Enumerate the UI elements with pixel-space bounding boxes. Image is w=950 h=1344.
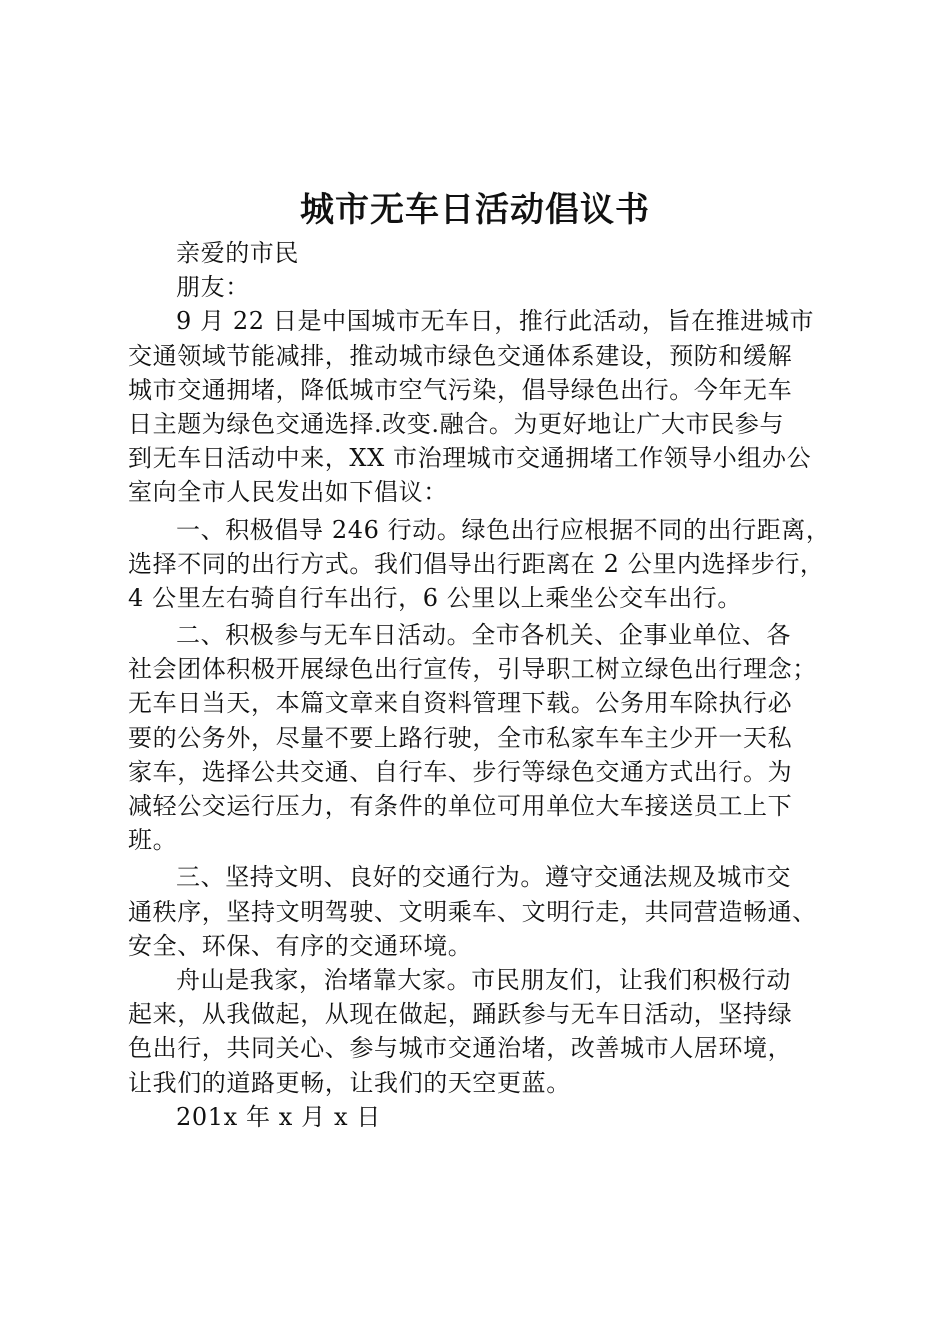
paragraph-line: 要的公务外，尽量不要上路行驶，全市私家车车主少开一天私 (128, 723, 793, 752)
paragraph-line: 社会团体积极开展绿色出行宣传，引导职工树立绿色出行理念； (128, 655, 817, 684)
paragraph-line: 9 月 22 日是中国城市无车日，推行此活动，旨在推进城市 (176, 307, 815, 336)
document-body (128, 236, 848, 1134)
paragraph-1 (128, 304, 848, 509)
paragraph-2 (128, 513, 848, 616)
paragraph-line: 家车，选择公共交通、自行车、步行等绿色交通方式出行。为 (128, 757, 793, 786)
paragraph-3 (128, 618, 848, 857)
paragraph-line: 通秩序，坚持文明驾驶、文明乘车、文明行走，共同营造畅通、 (128, 897, 817, 926)
paragraph-line: 日主题为绿色交通选择.改变.融合。为更好地让广大市民参与 (128, 409, 785, 438)
paragraph-line: 安全、环保、有序的交通环境。 (128, 931, 473, 960)
paragraph-line: 城市交通拥堵，降低城市空气污染，倡导绿色出行。今年无车 (128, 375, 793, 404)
paragraph-line: 室向全市人民发出如下倡议： (128, 478, 448, 507)
paragraph-line: 4 公里左右骑自行车出行，6 公里以上乘坐公交车出行。 (128, 583, 742, 612)
paragraph-line: 二、积极参与无车日活动。全市各机关、企事业单位、各 (176, 621, 791, 650)
salutation-line-2: 朋友： (176, 273, 250, 302)
paragraph-line: 无车日当天，本篇文章来自资料管理下载。公务用车除执行必 (128, 689, 793, 718)
paragraph-line: 选择不同的出行方式。我们倡导出行距离在 2 公里内选择步行， (128, 549, 825, 578)
paragraph-line: 班。 (128, 826, 178, 855)
paragraph-line: 让我们的道路更畅，让我们的天空更蓝。 (128, 1068, 571, 1097)
salutation-line-1: 亲爱的市民 (176, 239, 299, 267)
paragraph-line: 起来，从我做起，从现在做起，踊跃参与无车日活动，坚持绿 (128, 1000, 793, 1029)
paragraph-line: 舟山是我家，治堵靠大家。市民朋友们，让我们积极行动 (176, 965, 791, 994)
paragraph-line: 到无车日活动中来，XX 市治理城市交通拥堵工作领导小组办公 (128, 444, 812, 473)
document-title: 城市无车日活动倡议书 (300, 190, 650, 230)
paragraph-line: 交通领域节能减排，推动城市绿色交通体系建设，预防和缓解 (128, 341, 793, 370)
paragraph-line: 一、积极倡导 246 行动。绿色出行应根据不同的出行距离， (176, 515, 831, 544)
paragraph-4 (128, 860, 848, 963)
paragraph-line: 减轻公交运行压力，有条件的单位可用单位大车接送员工上下 (128, 792, 793, 820)
paragraph-line: 三、坚持文明、良好的交通行为。遵守交通法规及城市交 (176, 863, 791, 892)
paragraph-5 (128, 963, 848, 1100)
document-date: 201x 年 x 月 x 日 (176, 1102, 381, 1131)
paragraph-line: 色出行，共同关心、参与城市交通治堵，改善城市人居环境， (128, 1034, 793, 1063)
